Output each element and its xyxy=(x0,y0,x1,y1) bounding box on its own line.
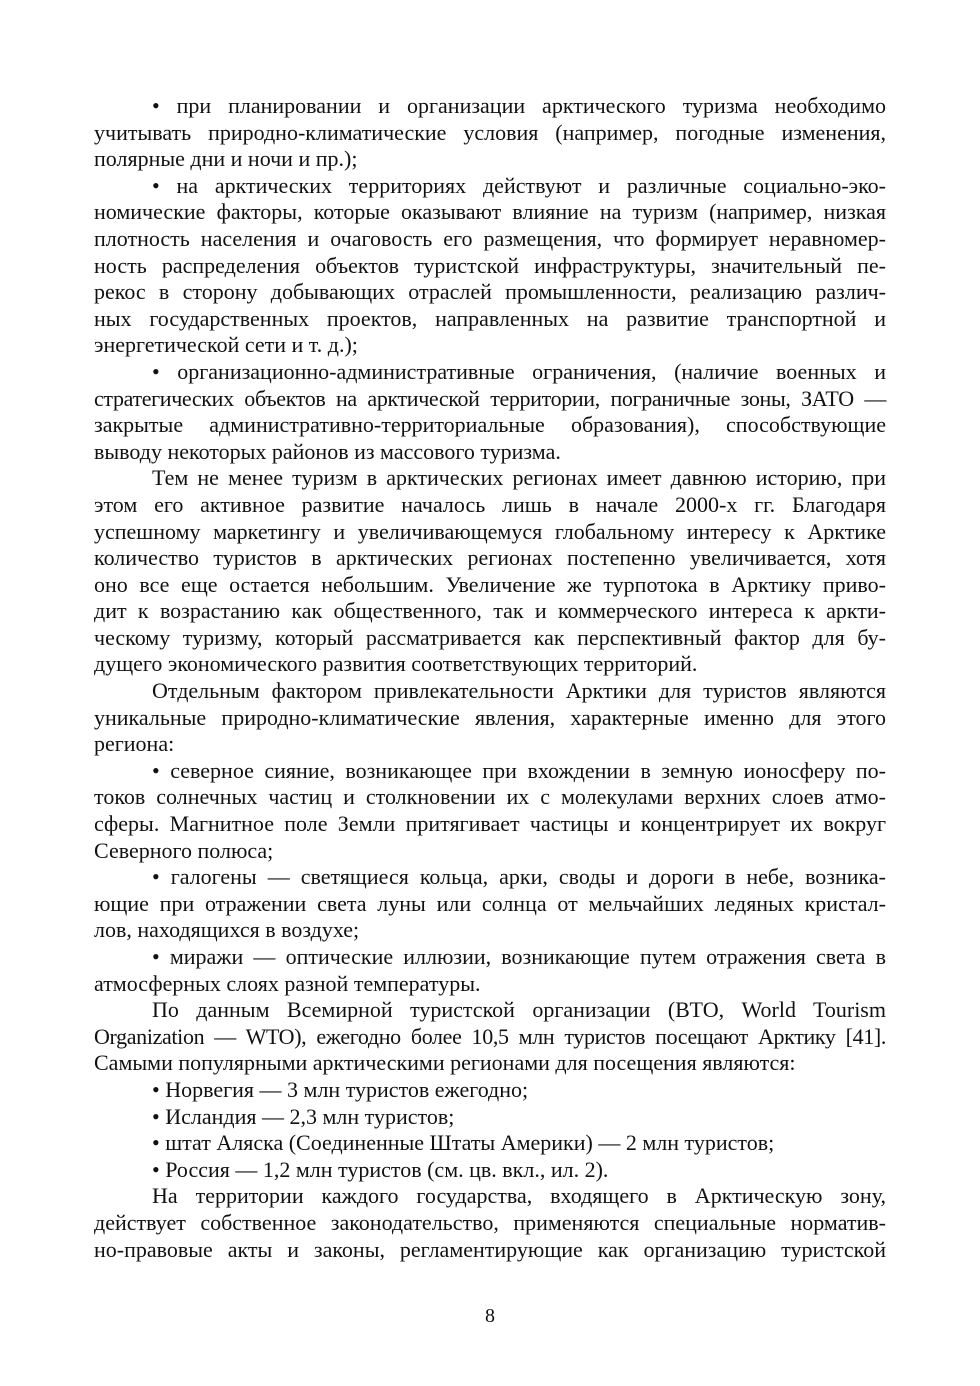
text-line: ющие при отражении света луны или солнца от мельчайших ледяных кристал- xyxy=(94,890,886,916)
text-line: Северного полюса; xyxy=(94,837,274,863)
text-line: ческому туризму, который рассматривается как перспективный фактор для бу- xyxy=(94,624,886,650)
country-list-item: • штат Аляска (Соединенные Штаты Америки) — 2 млн туристов; xyxy=(152,1130,775,1156)
bullet-item xyxy=(94,758,886,864)
text-line: • миражи — оптические иллюзии, возникающие путем отражения света в xyxy=(152,944,886,969)
text-line: Самыми популярными арктическими регионами для посещения являются: xyxy=(94,1050,796,1076)
document-page xyxy=(94,93,886,1263)
paragraph xyxy=(94,1183,886,1263)
text-line: закрытые административно-территориальные образования), способствующие xyxy=(94,412,886,438)
text-line: энергетической сети и т. д.); xyxy=(94,332,358,358)
text-line: дущего экономического развития соответствующих территорий. xyxy=(94,651,698,677)
text-line: оно все еще остается небольшим. Увеличение же турпотока в Арктику приво- xyxy=(94,571,886,597)
text-line: номические факторы, которые оказывают влияние на туризм (например, низкая xyxy=(94,199,886,225)
text-line: стратегических объектов на арктической территории, пограничные зоны, ЗАТО — xyxy=(94,385,886,411)
text-line: полярные дни и ночи и пр.); xyxy=(94,146,358,172)
bullet-item xyxy=(94,173,886,359)
text-line: • северное сияние, возникающее при вхождении в земную ионосферу по- xyxy=(152,757,886,783)
text-line: • при планировании и организации арктического туризма необходимо xyxy=(152,93,886,118)
paragraph xyxy=(94,997,886,1077)
paragraph xyxy=(94,465,886,678)
text-line: действует собственное законодательство, применяются специальные норматив- xyxy=(94,1209,886,1235)
text-line: количество туристов в арктических регионах постепенно увеличивается, хотя xyxy=(94,545,886,571)
text-line: ных государственных проектов, направленных на развитие транспортной и xyxy=(94,305,886,331)
text-line: ность распределения объектов туристской инфраструктуры, значительный пе- xyxy=(94,252,886,278)
text-line: По данным Всемирной туристской организации (ВТО, World Tourism xyxy=(152,997,886,1023)
bullet-item xyxy=(94,864,886,944)
text-line: • галогены — светящиеся кольца, арки, своды и дороги в небе, возника- xyxy=(152,864,886,890)
paragraph xyxy=(94,678,886,758)
text-line: На территории каждого государства, входящего в Арктическую зону, xyxy=(152,1183,886,1209)
text-line: рекос в сторону добывающих отраслей промышленности, реализацию различ- xyxy=(94,279,886,305)
bullet-item xyxy=(94,93,886,173)
country-list-item: • Россия — 1,2 млн туристов (см. цв. вкл., ил. 2). xyxy=(152,1156,609,1182)
page-number: 8 xyxy=(485,1305,495,1327)
text-line: успешному маркетингу и увеличивающемуся глобальному интересу к Арктике xyxy=(94,518,886,544)
text-line: • организационно-административные ограничения, (наличие военных и xyxy=(152,358,886,384)
text-line: сферы. Магнитное поле Земли притягивает частицы и концентрирует их вокруг xyxy=(94,811,886,837)
text-line: Organization — WTO), ежегодно более 10,5 млн туристов посещают Арктику [41]. xyxy=(94,1023,886,1049)
text-line: атмосферных слоях разной температуры. xyxy=(94,970,481,996)
bullet-item xyxy=(94,944,886,997)
text-line: Тем не менее туризм в арктических регионах имеет давнюю историю, при xyxy=(152,465,886,491)
text-line: лов, находящихся в воздухе; xyxy=(94,917,360,943)
text-line: выводу некоторых районов из массового туризма. xyxy=(94,438,561,464)
country-list-item: • Исландия — 2,3 млн туристов; xyxy=(152,1103,455,1129)
text-line: • на арктических территориях действуют и различные социально-эко- xyxy=(152,172,886,198)
text-line: уникальные природно-климатические явления, характерные именно для этого xyxy=(94,704,886,730)
text-line: плотность населения и очаговость его размещения, что формирует неравномер- xyxy=(94,225,886,251)
text-line: этом его активное развитие началось лишь в начале 2000-х гг. Благодаря xyxy=(94,491,886,517)
text-line: дит к возрастанию как общественного, так и коммерческого интереса к аркти- xyxy=(94,598,886,624)
text-line: токов солнечных частиц и столкновении их с молекулами верхних слоев атмо- xyxy=(94,784,886,810)
text-line: учитывать природно-климатические условия (например, погодные изменения, xyxy=(94,119,886,145)
text-line: Отдельным фактором привлекательности Арктики для туристов являются xyxy=(152,678,886,704)
text-line: но-правовые акты и законы, регламентирующие как организацию туристской xyxy=(94,1236,886,1262)
bullet-item xyxy=(94,359,886,465)
country-list-item: • Норвегия — 3 млн туристов ежегодно; xyxy=(152,1076,529,1102)
text-line: региона: xyxy=(94,731,175,757)
